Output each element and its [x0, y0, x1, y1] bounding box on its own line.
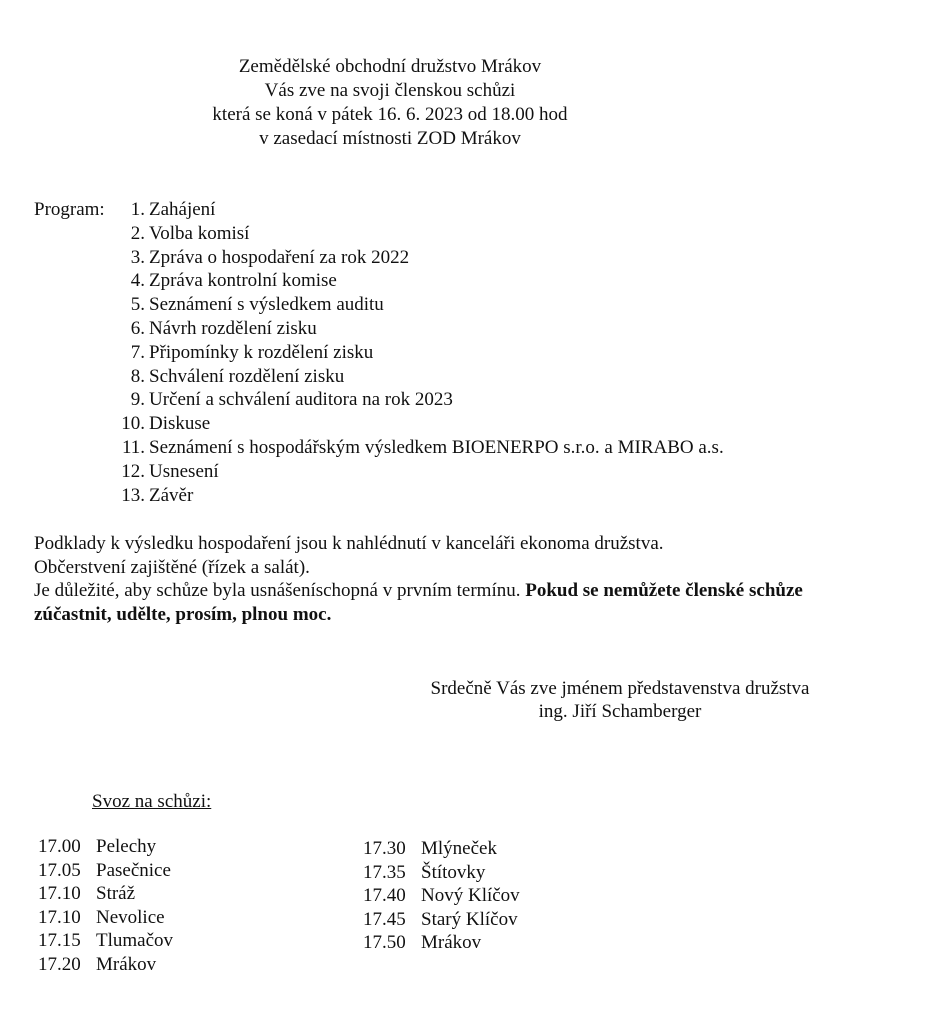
stop-place: Nový Klíčov [421, 885, 520, 906]
refreshments-note: Občerstvení zajištěné (řízek a salát). [34, 556, 310, 578]
transport-stop [363, 884, 520, 908]
stop-place: Pelechy [96, 836, 157, 857]
transport-stop [38, 859, 173, 883]
stop-time: 17.30 [363, 838, 406, 859]
transport-list-left [38, 835, 173, 976]
program-item [102, 412, 724, 436]
transport-stop [38, 882, 173, 906]
organization-name: Zemědělské obchodní družstvo Mrákov [238, 56, 542, 77]
stop-place: Mlýneček [421, 838, 497, 859]
program-item [102, 365, 724, 389]
proxy-request-line [34, 603, 924, 627]
program-item-number: 2. [130, 222, 145, 244]
program-item-number: 4. [130, 270, 145, 292]
program-item-text: Seznámení s výsledkem auditu [149, 294, 384, 316]
stop-time: 17.40 [363, 885, 406, 906]
proxy-request-bold-continued: zúčastnit, udělte, prosím, plnou moc. [34, 603, 332, 625]
stop-place: Štítovky [421, 861, 486, 883]
program-item-text: Seznámení s hospodářským výsledkem BIOENERPO s.r.o. a MIRABO a.s. [149, 436, 724, 458]
transport-stop [363, 861, 520, 885]
stop-time: 17.10 [38, 906, 81, 928]
program-item-text: Návrh rozdělení zisku [149, 317, 317, 339]
program-item-text: Závěr [149, 484, 194, 506]
stop-time: 17.20 [38, 953, 81, 975]
stop-time: 17.50 [363, 932, 406, 953]
program-item [102, 341, 724, 365]
program-item-text: Usnesení [149, 460, 219, 482]
stop-time: 17.05 [38, 859, 81, 881]
program-item-text: Schválení rozdělení zisku [149, 365, 345, 387]
quorum-text: Je důležité, aby schůze byla usnášeníschopná v prvním termínu. [34, 580, 521, 601]
program-item [102, 246, 724, 270]
stop-time: 17.10 [38, 883, 81, 904]
program-item [102, 198, 724, 222]
program-item-number: 10. [121, 413, 145, 435]
program-item [102, 436, 724, 460]
program-item-text: Určení a schválení auditora na rok 2023 [149, 389, 453, 411]
transport-stop [38, 835, 173, 859]
stop-time: 17.35 [363, 861, 406, 883]
stop-place: Pasečnice [96, 859, 171, 881]
program-item-text: Zahájení [149, 199, 216, 220]
invitation-header [0, 55, 780, 151]
program-item-text: Diskuse [149, 413, 211, 435]
transport-stop [38, 906, 173, 930]
program-item [102, 317, 724, 341]
transport-stop [363, 931, 520, 955]
transport-stop [363, 908, 520, 932]
program-item-text: Zpráva o hospodaření za rok 2022 [149, 246, 410, 268]
transport-list-right [363, 837, 520, 955]
program-item-number: 5. [130, 294, 145, 316]
program-item-text: Volba komisí [149, 222, 250, 244]
program-item-number: 8. [130, 365, 145, 387]
meeting-date-line: která se koná v pátek 16. 6. 2023 od 18.00 hod [212, 104, 568, 125]
stop-place: Stráž [96, 883, 136, 904]
transport-stop [38, 953, 173, 977]
program-item [102, 484, 724, 508]
program-item-number: 1. [130, 199, 145, 220]
program-item-number: 12. [121, 460, 145, 482]
stop-time: 17.15 [38, 930, 81, 951]
program-item-number: 6. [130, 317, 145, 339]
transport-stop [363, 837, 520, 861]
proxy-request-bold: Pokud se nemůžete členské schůze [525, 580, 803, 601]
program-list [102, 198, 724, 507]
transport-title: Svoz na schůzi: [92, 791, 212, 812]
program-item [102, 269, 724, 293]
stop-place: Starý Klíčov [421, 908, 518, 930]
stop-place: Tlumačov [96, 930, 174, 951]
program-item-text: Zpráva kontrolní komise [149, 270, 337, 292]
signatory-name: ing. Jiří Schamberger [538, 701, 702, 722]
program-item [102, 460, 724, 484]
invitation-line: Vás zve na svoji členskou schůzi [264, 80, 516, 101]
program-label: Program: [34, 199, 105, 220]
signature-block [300, 677, 940, 723]
program-item-number: 3. [130, 246, 145, 268]
program-item-number: 13. [121, 484, 145, 506]
stop-time: 17.45 [363, 908, 406, 930]
program-item-text: Připomínky k rozdělení zisku [149, 341, 374, 363]
program-item [102, 293, 724, 317]
quorum-note [34, 579, 924, 603]
program-item-number: 7. [130, 341, 145, 363]
signature-greeting: Srdečně Vás zve jménem představenstva družstva [430, 678, 810, 699]
program-item-number: 11. [121, 436, 145, 458]
program-item-number: 9. [130, 389, 145, 411]
stop-time: 17.00 [38, 836, 81, 857]
stop-place: Nevolice [96, 906, 165, 928]
program-item [102, 388, 724, 412]
program-item [102, 222, 724, 246]
documents-note: Podklady k výsledku hospodaření jsou k nahlédnutí v kanceláři ekonoma družstva. [34, 533, 664, 554]
stop-place: Mrákov [96, 953, 157, 975]
stop-place: Mrákov [421, 932, 482, 953]
transport-stop [38, 929, 173, 953]
notes-block [34, 532, 924, 626]
meeting-location-line: v zasedací místnosti ZOD Mrákov [259, 128, 521, 149]
